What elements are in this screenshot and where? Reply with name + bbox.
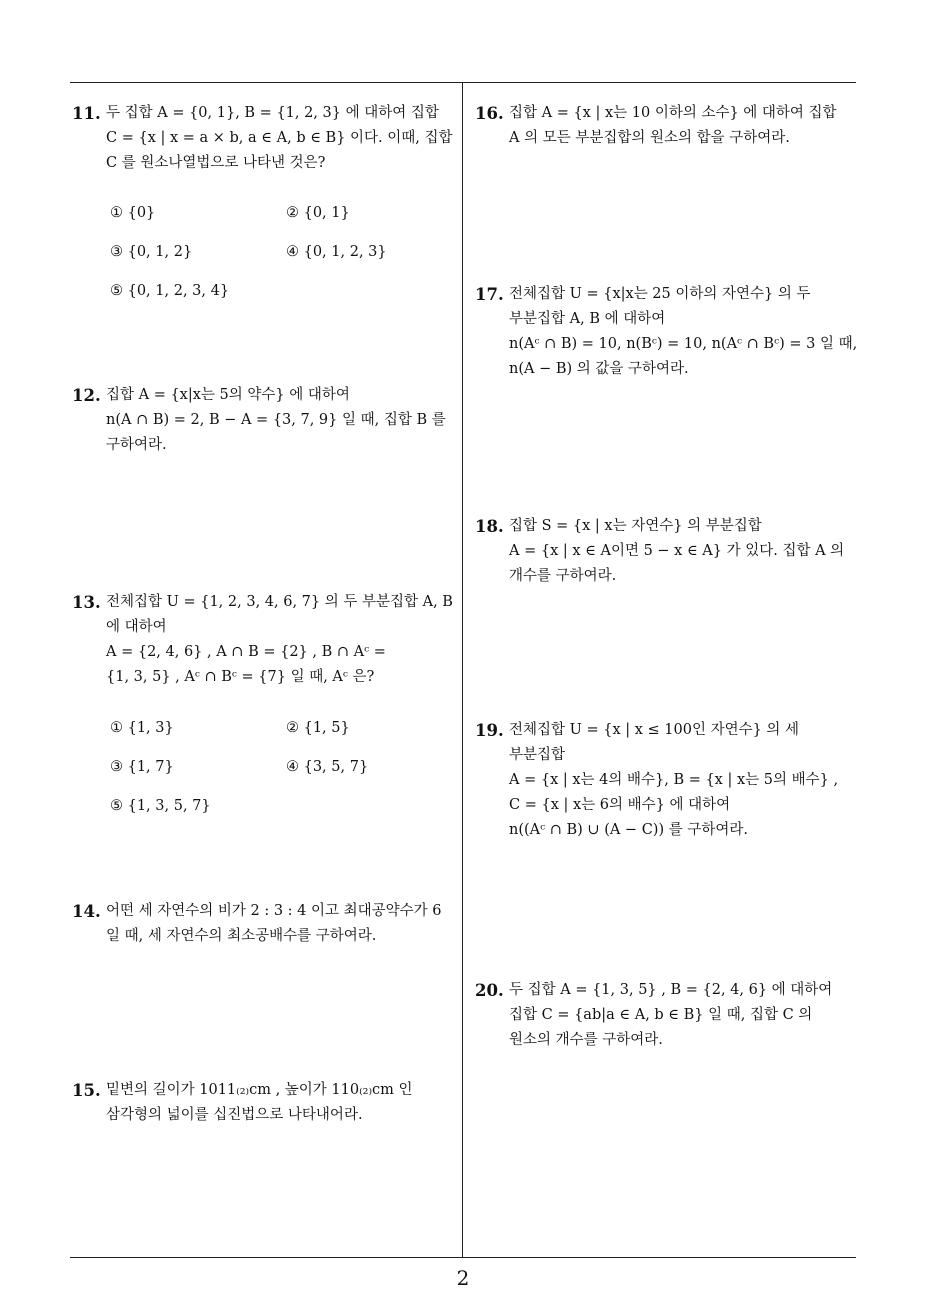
problem-text-line: A 의 모든 부분집합의 원소의 합을 구하여라. bbox=[509, 130, 790, 146]
problem-text-line: 일 때, 세 자연수의 최소공배수를 구하여라. bbox=[106, 928, 377, 944]
problem-text-line: n(A ∩ B) = 2, B − A = {3, 7, 9} 일 때, 집합 B 를 bbox=[106, 412, 446, 428]
choice-5[interactable]: ⑤ {1, 3, 5, 7} bbox=[110, 798, 211, 814]
problem-text-line: 전체집합 U = {x|x는 25 이하의 자연수} 의 두 bbox=[509, 286, 811, 302]
bottom-rule bbox=[70, 1257, 856, 1258]
choice-2[interactable]: ② {1, 5} bbox=[286, 720, 350, 736]
problem-16 bbox=[475, 101, 860, 151]
problem-number: 11. bbox=[72, 104, 101, 123]
problem-text-line: 부분집합 A, B 에 대하여 bbox=[509, 311, 666, 327]
top-rule bbox=[70, 82, 856, 83]
choice-2[interactable]: ② {0, 1} bbox=[286, 205, 350, 221]
problem-text-line: n(Aᶜ ∩ B) = 10, n(Bᶜ) = 10, n(Aᶜ ∩ Bᶜ) = 3 일 때, bbox=[509, 336, 858, 352]
problem-number: 15. bbox=[72, 1081, 101, 1100]
problem-text-line: 두 집합 A = {0, 1}, B = {1, 2, 3} 에 대하여 집합 bbox=[106, 105, 439, 121]
problem-12 bbox=[72, 383, 457, 458]
problem-text-line: 부분집합 bbox=[509, 747, 566, 763]
problem-text-line: C = {x | x = a × b, a ∈ A, b ∈ B} 이다. 이때, 집합 bbox=[106, 130, 453, 146]
problem-text-line: 집합 A = {x | x는 10 이하의 소수} 에 대하여 집합 bbox=[509, 105, 837, 121]
problem-text-line: n(A − B) 의 값을 구하여라. bbox=[509, 361, 689, 377]
choice-3[interactable]: ③ {1, 7} bbox=[110, 759, 174, 775]
problem-text-line: 에 대하여 bbox=[106, 619, 167, 635]
problem-text-line: 전체집합 U = {1, 2, 3, 4, 6, 7} 의 두 부분집합 A, B bbox=[106, 594, 453, 610]
problem-number: 18. bbox=[475, 517, 504, 536]
problem-text-line: 어떤 세 자연수의 비가 2 : 3 : 4 이고 최대공약수가 6 bbox=[106, 903, 442, 919]
problem-number: 17. bbox=[475, 285, 504, 304]
page-number: 2 bbox=[456, 1266, 470, 1290]
problem-text-line: n((Aᶜ ∩ B) ∪ (A − C)) 를 구하여라. bbox=[509, 822, 748, 838]
problem-number: 16. bbox=[475, 104, 504, 123]
problem-text-line: 두 집합 A = {1, 3, 5} , B = {2, 4, 6} 에 대하여 bbox=[509, 982, 833, 998]
problem-15 bbox=[72, 1078, 457, 1128]
problem-number: 13. bbox=[72, 593, 101, 612]
problem-number: 19. bbox=[475, 721, 504, 740]
problem-18 bbox=[475, 514, 860, 589]
problem-number: 20. bbox=[475, 981, 504, 1000]
choice-3[interactable]: ③ {0, 1, 2} bbox=[110, 244, 193, 260]
problem-text-line: A = {2, 4, 6} , A ∩ B = {2} , B ∩ Aᶜ = bbox=[106, 644, 386, 660]
problem-text-line: A = {x | x ∈ A이면 5 − x ∈ A} 가 있다. 집합 A 의 bbox=[509, 543, 845, 559]
problem-17 bbox=[475, 282, 860, 382]
problem-number: 12. bbox=[72, 386, 101, 405]
problem-20 bbox=[475, 978, 860, 1053]
problem-text-line: A = {x | x는 4의 배수}, B = {x | x는 5의 배수} , bbox=[509, 772, 839, 788]
choice-4[interactable]: ④ {3, 5, 7} bbox=[286, 759, 369, 775]
problem-text-line: 전체집합 U = {x | x ≤ 100인 자연수} 의 세 bbox=[509, 722, 800, 738]
choice-1[interactable]: ① {0} bbox=[110, 205, 156, 221]
problem-text-line: 집합 C = {ab|a ∈ A, b ∈ B} 일 때, 집합 C 의 bbox=[509, 1007, 813, 1023]
problem-text-line: 밑변의 길이가 1011₍₂₎cm , 높이가 110₍₂₎cm 인 bbox=[106, 1082, 413, 1098]
problem-11 bbox=[72, 101, 457, 176]
column-divider bbox=[462, 82, 463, 1258]
choice-1[interactable]: ① {1, 3} bbox=[110, 720, 174, 736]
problem-19 bbox=[475, 718, 860, 843]
problem-text-line: C = {x | x는 6의 배수} 에 대하여 bbox=[509, 797, 731, 813]
problem-text-line: 구하여라. bbox=[106, 437, 167, 453]
problem-text-line: {1, 3, 5} , Aᶜ ∩ Bᶜ = {7} 일 때, Aᶜ 은? bbox=[106, 669, 375, 685]
problem-text-line: 집합 A = {x|x는 5의 약수} 에 대하여 bbox=[106, 387, 350, 403]
problem-13 bbox=[72, 590, 457, 690]
problem-text-line: 집합 S = {x | x는 자연수} 의 부분집합 bbox=[509, 518, 762, 534]
problem-text-line: 개수를 구하여라. bbox=[509, 568, 617, 584]
problem-text-line: 삼각형의 넓이를 십진법으로 나타내어라. bbox=[106, 1107, 363, 1123]
problem-number: 14. bbox=[72, 902, 101, 921]
choice-4[interactable]: ④ {0, 1, 2, 3} bbox=[286, 244, 387, 260]
problem-text-line: C 를 원소나열법으로 나타낸 것은? bbox=[106, 155, 326, 171]
choice-5[interactable]: ⑤ {0, 1, 2, 3, 4} bbox=[110, 283, 230, 299]
problem-text-line: 원소의 개수를 구하여라. bbox=[509, 1032, 663, 1048]
problem-14 bbox=[72, 899, 457, 949]
